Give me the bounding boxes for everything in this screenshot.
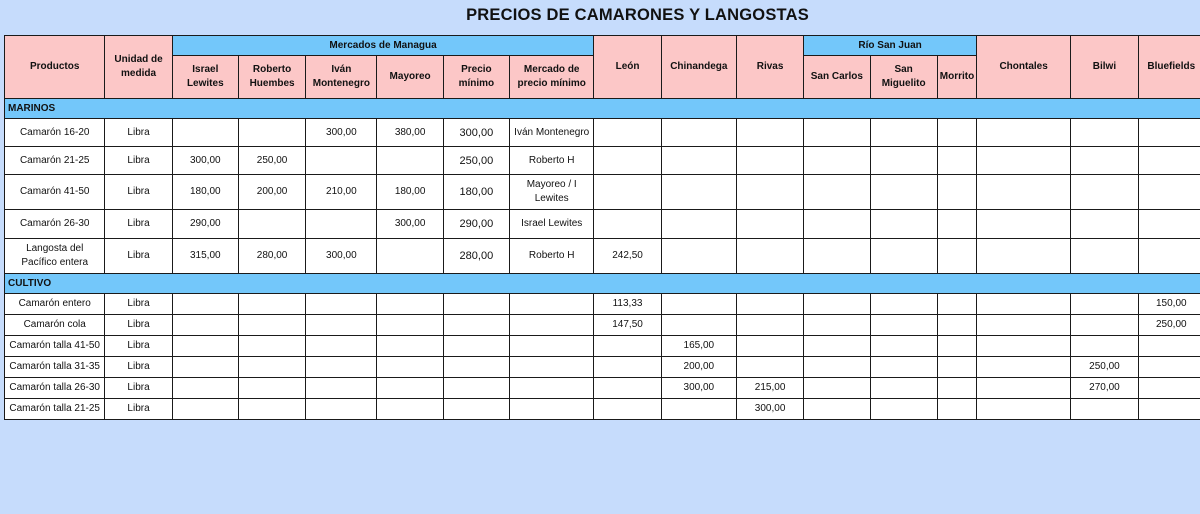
table-cell xyxy=(870,119,937,147)
table-cell xyxy=(1071,119,1138,147)
table-cell xyxy=(1071,336,1138,357)
table-cell xyxy=(804,315,870,336)
table-cell xyxy=(1138,175,1200,210)
table-cell xyxy=(804,399,870,420)
table-cell xyxy=(510,336,594,357)
table-cell: 250,00 xyxy=(443,147,509,175)
table-cell xyxy=(736,147,803,175)
table-cell: Iván Montenegro xyxy=(510,119,594,147)
product-cell: Camarón cola xyxy=(5,315,105,336)
table-cell xyxy=(172,294,238,315)
table-cell xyxy=(937,175,976,210)
prices-table xyxy=(4,35,1200,420)
table-cell xyxy=(594,147,661,175)
table-cell xyxy=(510,315,594,336)
table-row xyxy=(5,378,1200,399)
table-row xyxy=(5,175,1200,210)
table-cell: 210,00 xyxy=(306,175,377,210)
col-header-bluefields: Bluefields xyxy=(1138,36,1200,99)
table-row xyxy=(5,239,1200,274)
table-cell xyxy=(594,357,661,378)
table-cell xyxy=(377,239,443,274)
table-cell xyxy=(377,315,443,336)
table-row xyxy=(5,336,1200,357)
table-cell xyxy=(1138,378,1200,399)
table-cell xyxy=(238,315,305,336)
table-cell xyxy=(976,210,1070,239)
table-cell xyxy=(661,239,736,274)
table-cell xyxy=(976,294,1070,315)
table-cell xyxy=(661,175,736,210)
table-cell xyxy=(976,175,1070,210)
table-cell xyxy=(1071,294,1138,315)
table-cell: 300,00 xyxy=(306,239,377,274)
product-cell: Camarón talla 26-30 xyxy=(5,378,105,399)
table-cell xyxy=(306,357,377,378)
col-header-ivan-montenegro: Iván Montenegro xyxy=(306,56,377,99)
table-cell xyxy=(377,336,443,357)
product-cell: Langosta del Pacífico entera xyxy=(5,239,105,274)
table-cell xyxy=(238,399,305,420)
table-cell xyxy=(594,119,661,147)
table-cell xyxy=(976,119,1070,147)
table-cell xyxy=(870,357,937,378)
table-cell xyxy=(172,357,238,378)
unit-cell: Libra xyxy=(105,336,172,357)
table-cell: 300,00 xyxy=(736,399,803,420)
table-cell: 300,00 xyxy=(377,210,443,239)
table-cell xyxy=(238,294,305,315)
col-header-precio-minimo: Precio mínimo xyxy=(443,56,509,99)
table-cell: 165,00 xyxy=(661,336,736,357)
table-cell xyxy=(736,357,803,378)
table-cell xyxy=(976,315,1070,336)
table-cell: 280,00 xyxy=(443,239,509,274)
table-cell xyxy=(238,119,305,147)
table-cell xyxy=(1138,239,1200,274)
table-cell xyxy=(377,378,443,399)
product-cell: Camarón talla 31-35 xyxy=(5,357,105,378)
table-cell xyxy=(1138,147,1200,175)
unit-cell: Libra xyxy=(105,315,172,336)
product-cell: Camarón talla 21-25 xyxy=(5,399,105,420)
table-cell xyxy=(238,336,305,357)
unit-cell: Libra xyxy=(105,378,172,399)
table-cell xyxy=(937,357,976,378)
table-cell: 200,00 xyxy=(238,175,305,210)
table-cell: 180,00 xyxy=(443,175,509,210)
table-cell xyxy=(306,336,377,357)
table-cell xyxy=(1138,357,1200,378)
table-row xyxy=(5,315,1200,336)
table-cell xyxy=(870,315,937,336)
table-cell xyxy=(804,210,870,239)
table-cell xyxy=(937,294,976,315)
table-cell xyxy=(443,315,509,336)
col-header-leon: León xyxy=(594,36,661,99)
table-cell xyxy=(594,175,661,210)
col-header-mercado-minimo: Mercado de precio mínimo xyxy=(510,56,594,99)
table-cell xyxy=(937,399,976,420)
unit-cell: Libra xyxy=(105,175,172,210)
table-cell xyxy=(594,399,661,420)
table-cell xyxy=(306,315,377,336)
table-cell: 180,00 xyxy=(172,175,238,210)
product-cell: Camarón entero xyxy=(5,294,105,315)
table-cell xyxy=(870,147,937,175)
table-cell: 300,00 xyxy=(172,147,238,175)
table-row xyxy=(5,294,1200,315)
table-cell xyxy=(976,378,1070,399)
table-cell xyxy=(736,175,803,210)
table-cell xyxy=(510,357,594,378)
unit-cell: Libra xyxy=(105,147,172,175)
unit-cell: Libra xyxy=(105,399,172,420)
table-row xyxy=(5,399,1200,420)
table-row xyxy=(5,119,1200,147)
table-cell: Israel Lewites xyxy=(510,210,594,239)
unit-cell: Libra xyxy=(105,357,172,378)
section-row xyxy=(5,274,1200,294)
table-cell xyxy=(661,210,736,239)
table-cell: 180,00 xyxy=(377,175,443,210)
table-cell xyxy=(172,315,238,336)
table-cell: 300,00 xyxy=(443,119,509,147)
table-cell: 250,00 xyxy=(1071,357,1138,378)
table-cell xyxy=(594,378,661,399)
table-cell xyxy=(661,119,736,147)
table-cell xyxy=(1138,210,1200,239)
group-header-managua: Mercados de Managua xyxy=(172,36,594,56)
section-label: MARINOS xyxy=(5,99,1200,119)
table-cell xyxy=(1138,336,1200,357)
col-header-morrito: Morrito xyxy=(937,56,976,99)
table-cell: 150,00 xyxy=(1138,294,1200,315)
table-cell xyxy=(172,378,238,399)
table-row xyxy=(5,147,1200,175)
table-cell xyxy=(976,336,1070,357)
table-cell xyxy=(172,399,238,420)
table-cell xyxy=(443,294,509,315)
table-cell: 113,33 xyxy=(594,294,661,315)
table-cell: 300,00 xyxy=(306,119,377,147)
table-cell xyxy=(306,378,377,399)
table-cell xyxy=(306,294,377,315)
table-cell: 215,00 xyxy=(736,378,803,399)
table-cell xyxy=(377,147,443,175)
table-body xyxy=(5,99,1200,420)
table-cell xyxy=(172,336,238,357)
table-cell xyxy=(661,399,736,420)
table-cell xyxy=(1138,399,1200,420)
table-cell xyxy=(443,336,509,357)
table-cell xyxy=(804,378,870,399)
table-cell xyxy=(238,210,305,239)
table-cell xyxy=(804,147,870,175)
unit-cell: Libra xyxy=(105,294,172,315)
table-cell xyxy=(736,210,803,239)
col-header-san-carlos: San Carlos xyxy=(804,56,870,99)
table-cell xyxy=(510,399,594,420)
col-header-productos: Productos xyxy=(5,36,105,99)
table-cell xyxy=(976,239,1070,274)
table-cell xyxy=(976,357,1070,378)
table-cell xyxy=(937,239,976,274)
table-cell: 250,00 xyxy=(1138,315,1200,336)
product-cell: Camarón talla 41-50 xyxy=(5,336,105,357)
unit-cell: Libra xyxy=(105,210,172,239)
col-header-chontales: Chontales xyxy=(976,36,1070,99)
table-cell xyxy=(443,357,509,378)
table-cell: 200,00 xyxy=(661,357,736,378)
table-cell: Mayoreo / I Lewites xyxy=(510,175,594,210)
col-header-israel-lewites: Israel Lewites xyxy=(172,56,238,99)
table-cell xyxy=(736,294,803,315)
product-cell: Camarón 41-50 xyxy=(5,175,105,210)
table-cell xyxy=(870,336,937,357)
table-cell xyxy=(870,239,937,274)
table-cell xyxy=(377,294,443,315)
table-cell xyxy=(1071,210,1138,239)
table-cell xyxy=(937,119,976,147)
product-cell: Camarón 26-30 xyxy=(5,210,105,239)
table-cell xyxy=(377,357,443,378)
table-cell xyxy=(804,175,870,210)
unit-cell: Libra xyxy=(105,119,172,147)
table-row xyxy=(5,357,1200,378)
table-cell xyxy=(804,357,870,378)
table-cell xyxy=(804,239,870,274)
table-cell xyxy=(661,294,736,315)
table-cell xyxy=(238,378,305,399)
table-cell xyxy=(736,119,803,147)
table-cell xyxy=(804,119,870,147)
table-cell xyxy=(594,336,661,357)
table-cell xyxy=(172,119,238,147)
table-cell xyxy=(937,378,976,399)
table-cell: 280,00 xyxy=(238,239,305,274)
table-cell xyxy=(306,399,377,420)
table-cell xyxy=(1071,239,1138,274)
group-header-rio-san-juan: Río San Juan xyxy=(804,36,977,56)
table-cell xyxy=(1071,147,1138,175)
table-cell: 290,00 xyxy=(172,210,238,239)
col-header-roberto-huembes: Roberto Huembes xyxy=(238,56,305,99)
table-cell xyxy=(661,147,736,175)
table-cell: 300,00 xyxy=(661,378,736,399)
col-header-unidad: Unidad de medida xyxy=(105,36,172,99)
table-cell xyxy=(306,147,377,175)
table-cell xyxy=(870,378,937,399)
table-cell: 147,50 xyxy=(594,315,661,336)
product-cell: Camarón 21-25 xyxy=(5,147,105,175)
table-cell: Roberto H xyxy=(510,239,594,274)
table-cell xyxy=(1071,315,1138,336)
table-cell xyxy=(736,336,803,357)
table-cell: 250,00 xyxy=(238,147,305,175)
table-cell xyxy=(377,399,443,420)
table-cell xyxy=(238,357,305,378)
product-cell: Camarón 16-20 xyxy=(5,119,105,147)
table-cell xyxy=(870,294,937,315)
table-cell xyxy=(937,147,976,175)
table-cell xyxy=(510,294,594,315)
table-cell xyxy=(870,399,937,420)
table-cell xyxy=(443,378,509,399)
table-cell xyxy=(594,210,661,239)
table-cell xyxy=(306,210,377,239)
table-cell xyxy=(976,147,1070,175)
unit-cell: Libra xyxy=(105,239,172,274)
col-header-mayoreo: Mayoreo xyxy=(377,56,443,99)
section-row xyxy=(5,99,1200,119)
table-cell xyxy=(443,399,509,420)
table-cell xyxy=(1071,399,1138,420)
table-cell: 290,00 xyxy=(443,210,509,239)
table-cell xyxy=(804,294,870,315)
table-cell: Roberto H xyxy=(510,147,594,175)
section-label: CULTIVO xyxy=(5,274,1200,294)
table-row xyxy=(5,210,1200,239)
table-cell: 315,00 xyxy=(172,239,238,274)
table-cell xyxy=(937,336,976,357)
col-header-chinandega: Chinandega xyxy=(661,36,736,99)
table-cell xyxy=(870,210,937,239)
table-cell xyxy=(1138,119,1200,147)
table-cell xyxy=(736,315,803,336)
col-header-bilwi: Bilwi xyxy=(1071,36,1138,99)
table-cell: 242,50 xyxy=(594,239,661,274)
col-header-rivas: Rivas xyxy=(736,36,803,99)
table-cell xyxy=(976,399,1070,420)
table-cell xyxy=(804,336,870,357)
table-cell xyxy=(937,315,976,336)
table-cell xyxy=(1071,175,1138,210)
table-cell: 380,00 xyxy=(377,119,443,147)
table-cell xyxy=(937,210,976,239)
table-cell xyxy=(510,378,594,399)
table-cell xyxy=(661,315,736,336)
page-title: PRECIOS DE CAMARONES Y LANGOSTAS xyxy=(466,6,809,24)
col-header-san-miguelito: San Miguelito xyxy=(870,56,937,99)
table-cell: 270,00 xyxy=(1071,378,1138,399)
table-cell xyxy=(870,175,937,210)
table-cell xyxy=(736,239,803,274)
